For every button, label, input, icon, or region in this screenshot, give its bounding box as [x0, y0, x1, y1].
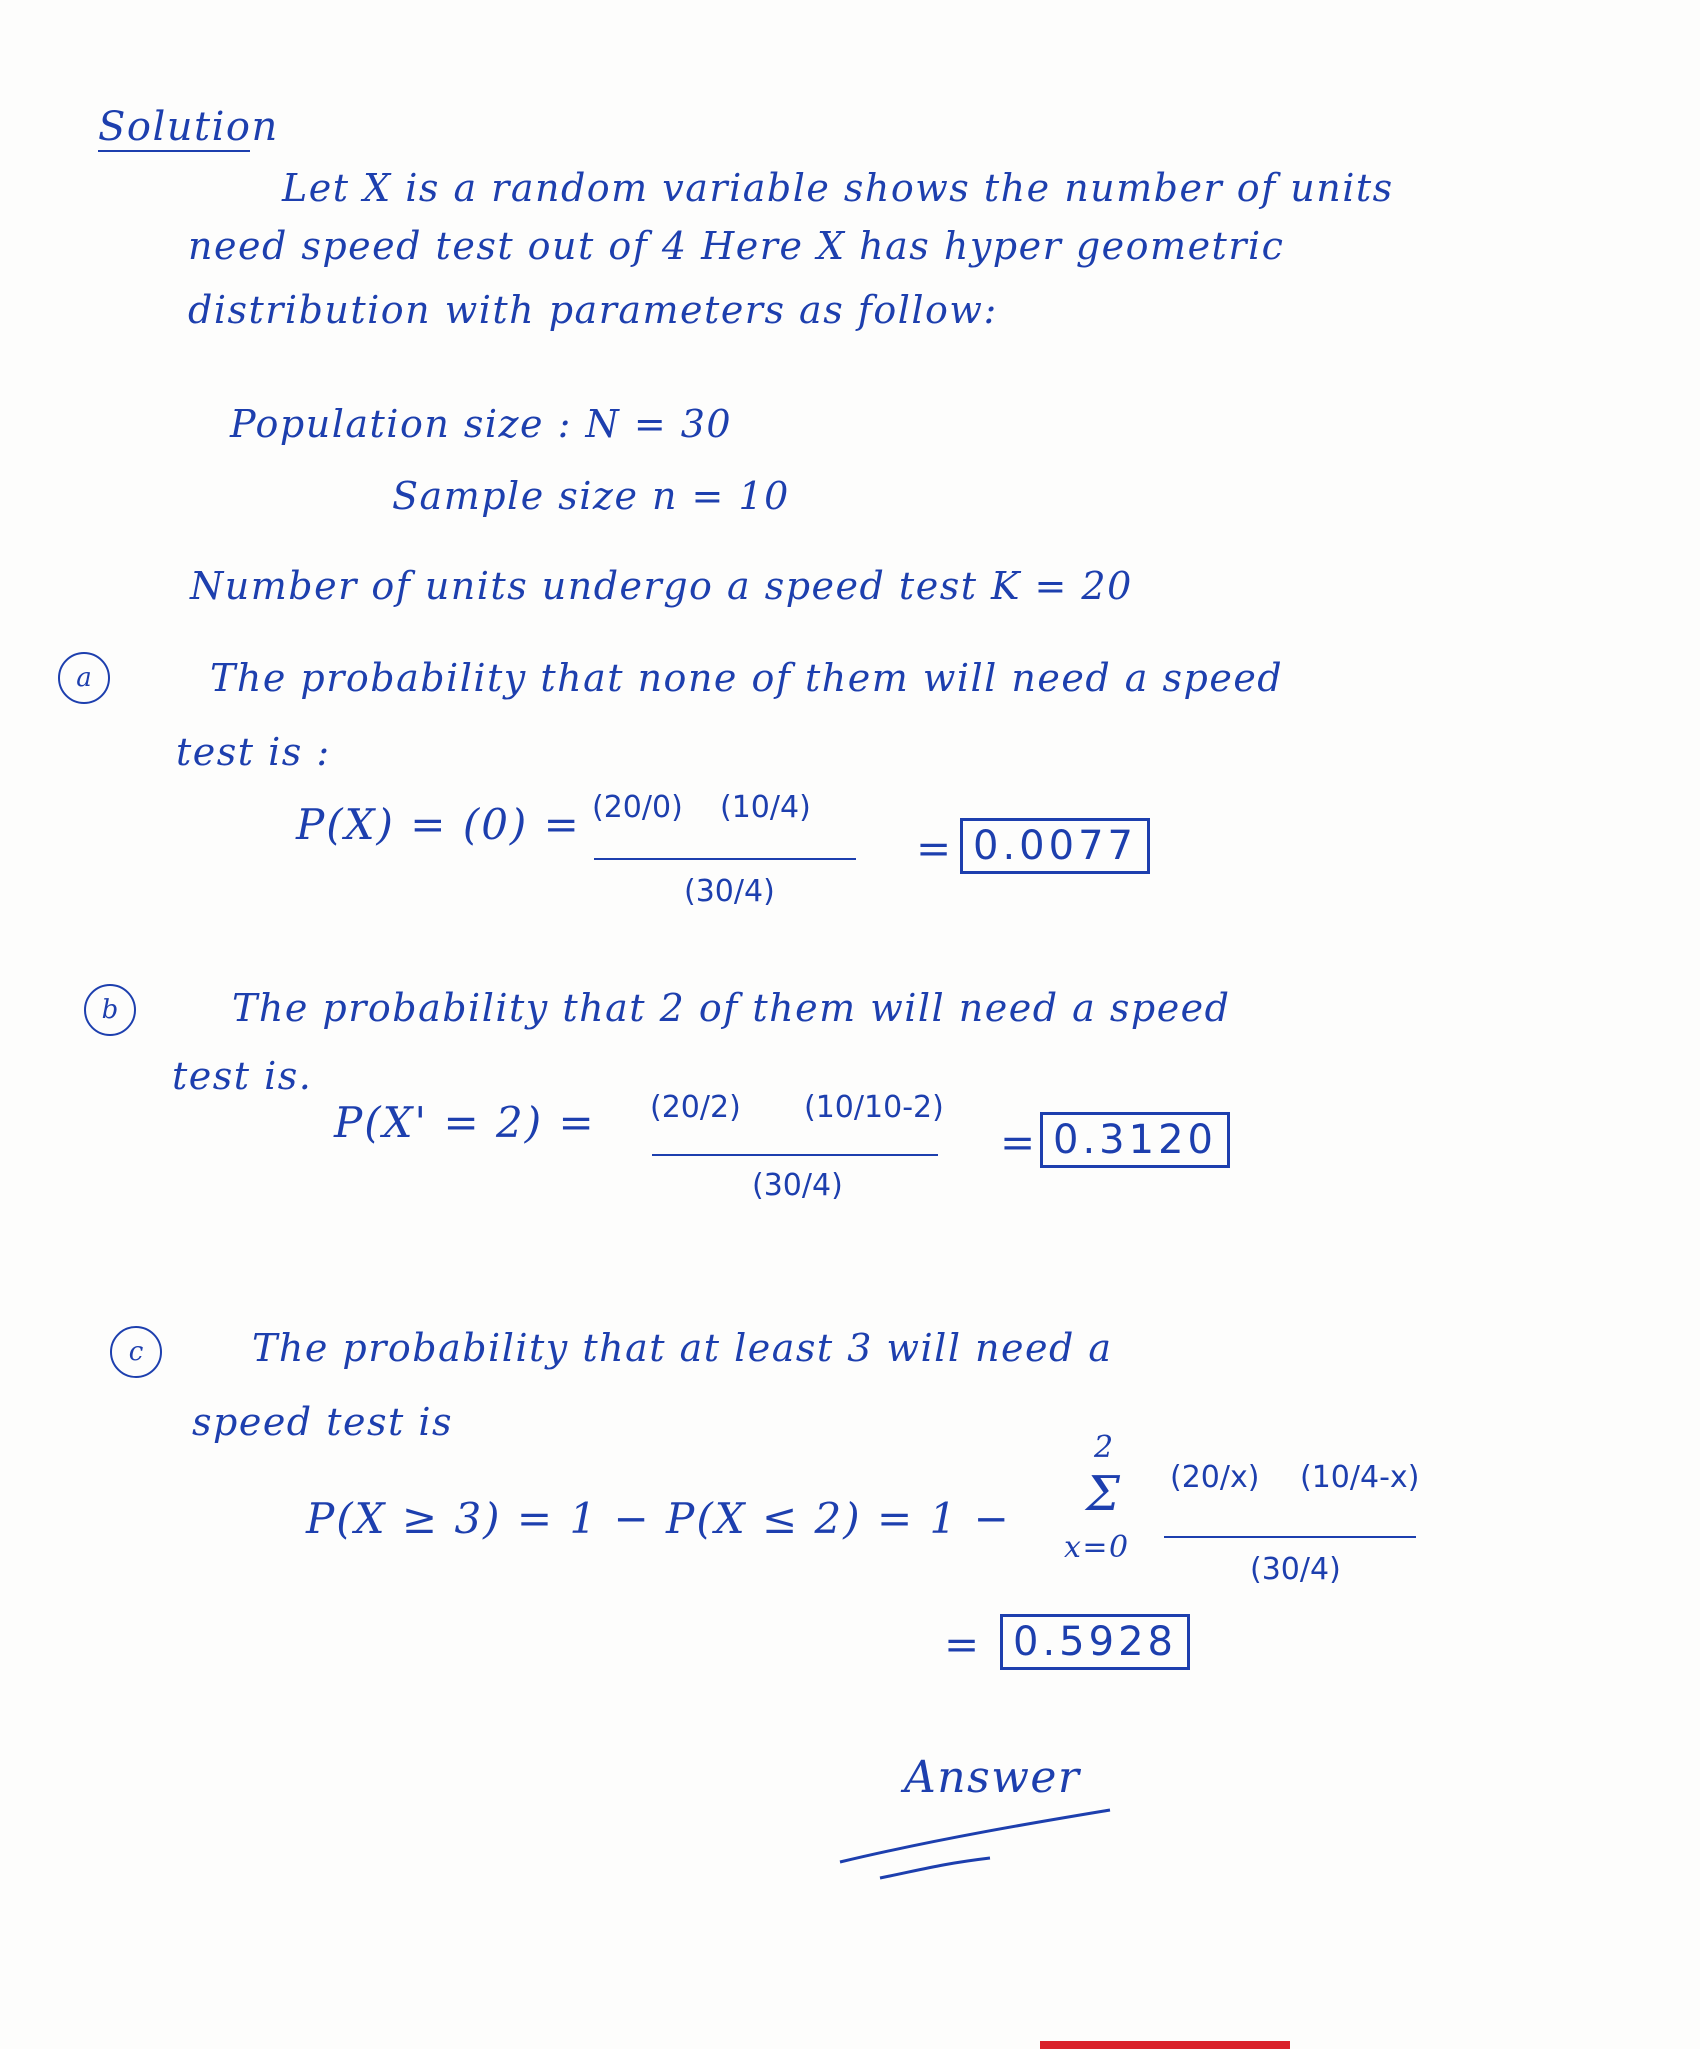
part-c-equals: =: [944, 1620, 982, 1669]
part-a-binom-1: (20/0): [592, 790, 683, 825]
part-c-text-2: speed test is: [192, 1400, 453, 1444]
part-c-sum-symbol: Σ: [1086, 1466, 1122, 1522]
part-a-equals: =: [916, 824, 954, 873]
part-c-binom-1-bot: x: [1230, 1460, 1248, 1495]
part-a-binom-1-top: 20: [603, 790, 642, 825]
part-b-text-2: test is.: [172, 1054, 313, 1098]
part-a-binom-1-bot: 0: [652, 790, 672, 825]
part-a-binom-2-top: 10: [731, 790, 770, 825]
part-c-lhs: P(X ≥ 3) = 1 − P(X ≤ 2) = 1 −: [306, 1494, 1011, 1543]
part-b-lhs: P(X' = 2) =: [334, 1098, 596, 1147]
part-a-binom-2: (10/4): [720, 790, 811, 825]
part-b-binom-1: (20/2): [650, 1090, 741, 1125]
part-b-binom-2: (10/10-2): [804, 1090, 944, 1125]
answer-signoff: Answer: [904, 1752, 1081, 1803]
part-c-sum-bottom: x=0: [1064, 1530, 1130, 1565]
part-b-binom-1-bot: 2: [710, 1090, 730, 1125]
part-a-result: 0.0077: [960, 818, 1150, 874]
part-c-denom-top: 30: [1261, 1552, 1300, 1587]
page-edge-strip: [1040, 2041, 1290, 2049]
part-c-sum-top: 2: [1094, 1430, 1115, 1465]
part-c-text-1: The probability that at least 3 will need a: [252, 1326, 1113, 1370]
part-c-denom-bot: 4: [1310, 1552, 1330, 1587]
part-b-binom-2-top: 10: [815, 1090, 854, 1125]
part-b-result: 0.3120: [1040, 1112, 1230, 1168]
sample-size: Sample size n = 10: [392, 474, 790, 518]
part-b-binom-1-top: 20: [661, 1090, 700, 1125]
units-speed-test: Number of units undergo a speed test K = 20: [190, 564, 1133, 608]
part-c-marker: c: [110, 1326, 162, 1378]
part-c-binom-1-top: 20: [1181, 1460, 1220, 1495]
solution-heading: Solution: [98, 104, 279, 150]
part-b-binom-2-bot: 10-2: [864, 1090, 933, 1125]
part-b-denom-top: 30: [763, 1168, 802, 1203]
part-a-denom-top: 30: [695, 874, 734, 909]
intro-line-3: distribution with parameters as follow:: [188, 288, 998, 332]
intro-line-2: need speed test out of 4 Here X has hyper geometric: [188, 224, 1285, 268]
part-a-lhs: P(X) = (0) =: [296, 800, 581, 849]
part-c-binom-2-top: 10: [1311, 1460, 1350, 1495]
population-size: Population size : N = 30: [230, 402, 733, 446]
part-a-denominator: (30/4): [684, 874, 775, 909]
part-a-text-1: The probability that none of them will need a speed: [210, 656, 1284, 700]
intro-line-1: Let X is a random variable shows the number of units: [282, 166, 1394, 210]
part-b-denominator: (30/4): [752, 1168, 843, 1203]
part-b-text-1: The probability that 2 of them will need a speed: [232, 986, 1231, 1030]
part-a-marker: a: [58, 652, 110, 704]
part-b-marker: b: [84, 984, 136, 1036]
part-c-result: 0.5928: [1000, 1614, 1190, 1670]
part-a-denom-bot: 4: [744, 874, 764, 909]
part-a-text-2: test is :: [176, 730, 331, 774]
part-b-equals: =: [1000, 1118, 1038, 1167]
part-c-binom-2: (10/4-x): [1300, 1460, 1420, 1495]
part-c-binom-1: (20/x): [1170, 1460, 1260, 1495]
part-b-denom-bot: 4: [812, 1168, 832, 1203]
part-a-binom-2-bot: 4: [780, 790, 800, 825]
part-c-denominator: (30/4): [1250, 1552, 1341, 1587]
part-c-binom-2-bot: 4-x: [1360, 1460, 1408, 1495]
